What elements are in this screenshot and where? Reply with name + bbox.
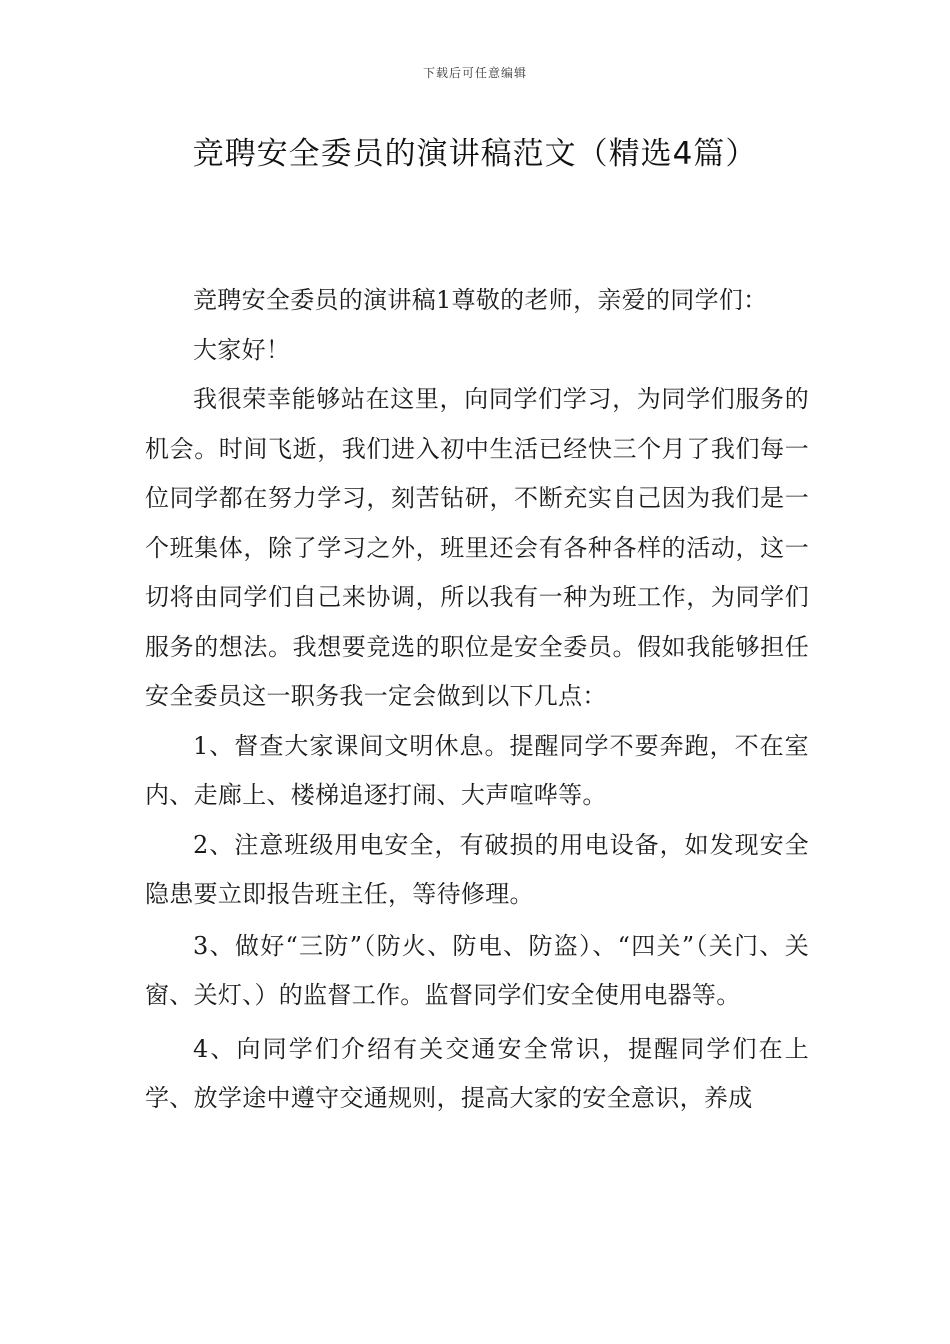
- paragraph-greeting: 大家好！: [193, 335, 291, 364]
- header-note: 下载后可任意编辑: [422, 66, 527, 80]
- paragraph-salutation: 竞聘安全委员的演讲稿1尊敬的老师，亲爱的同学们：: [193, 286, 768, 314]
- paragraph-item-3: 3、做好“三防”（防火、防电、防盗）、“四关”（关门、关窗、关灯、）的监督工作。监督同学们安全使用电器等。: [145, 931, 809, 1009]
- paragraph-intro: 我很荣幸能够站在这里，向同学们学习，为同学们服务的机会。时间飞逝，我们进入初中生活已经快三个月了我们每一位同学都在努力学习，刻苦钻研，不断充实自己因为我们是一个班集体，除了学习之外，班里还会有各种各样的活动，这一切将由同学们自己来协调，所以我有一种为班工作，为同学们服务的想法。我想要竞选的职位是安全委员。假如我能够担任安全委员这一职务我一定会做到以下几点：: [145, 385, 809, 710]
- paragraph-item-4: 4、向同学们介绍有关交通安全常识，提醒同学们在上学、放学途中遵守交通规则，提高大家的安全意识，养成: [145, 1034, 809, 1112]
- paragraph-item-1: 1、督查大家课间文明休息。提醒同学不要奔跑，不在室内、走廊上、楼梯追逐打闹、大声喧哗等。: [145, 731, 809, 809]
- paragraph-item-2: 2、注意班级用电安全，有破损的用电设备，如发现安全隐患要立即报告班主任，等待修理。: [145, 830, 809, 908]
- document-title: 竞聘安全委员的演讲稿范文（精选4篇）: [192, 136, 758, 172]
- document-body: [145, 276, 809, 1124]
